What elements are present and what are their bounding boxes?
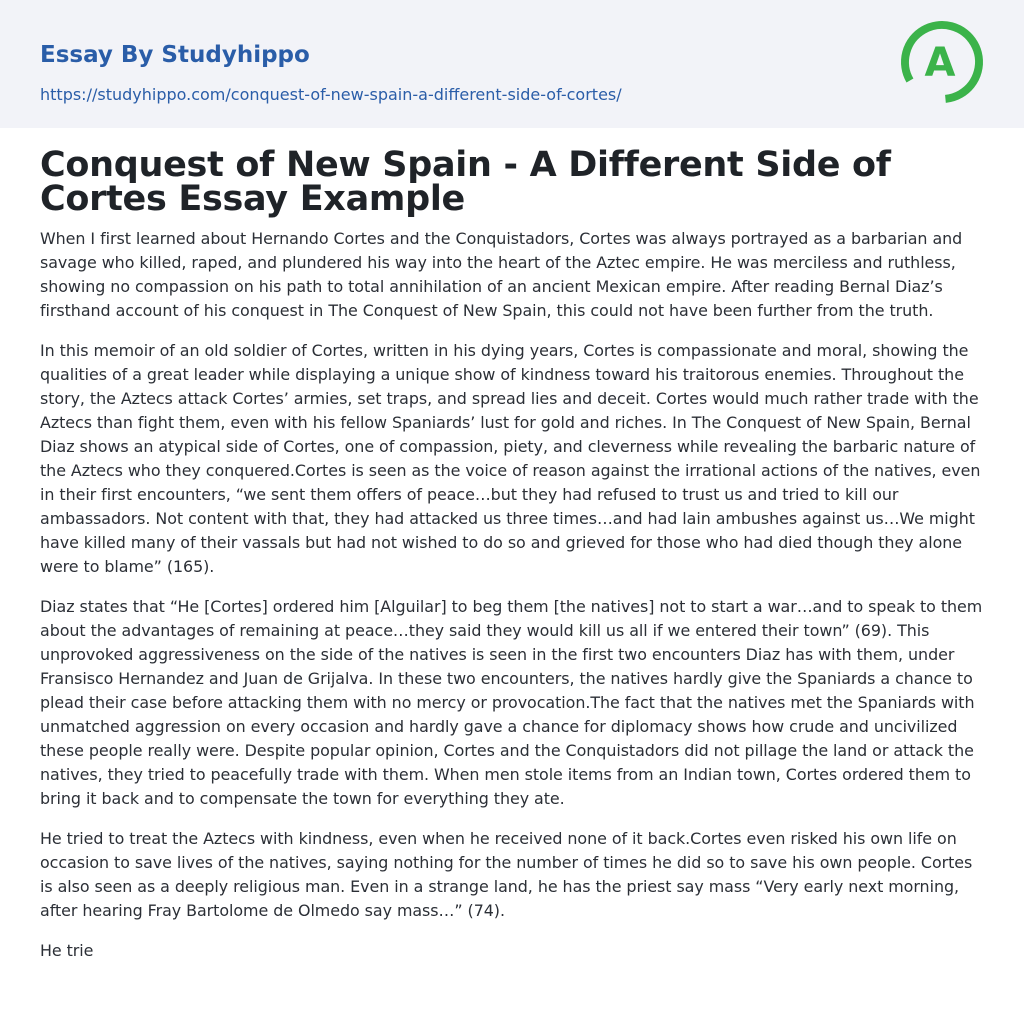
article-paragraph: Diaz states that “He [Cortes] ordered him [Alguilar] to beg them [the natives] not to start a war…and to speak to them about the advantages of remaining at peace…they said they would kill us all if we entered their town” (69). This unprovoked aggressiveness on the side of the natives is seen in the first two encounters Diaz has with them, under Fransisco Hernandez and Juan de Grijalva. In these two encounters, the natives hardly give the Spaniards a chance to plead their case before attacking them with no mercy or provocation.The fact that the natives met the Spaniards with unmatched aggression on every occasion and hardly gave a chance for diplomacy shows how crude and uncivilized these people really were. Despite popular opinion, Cortes and the Conquistadors did not pillage the land or attack the natives, they tried to peacefully trade with them. When men stole items from an Indian town, Cortes ordered them to bring it back and to compensate the town for everything they ate. bbox=[40, 597, 983, 808]
article-paragraph: He tried to treat the Aztecs with kindness, even when he received none of it back.Cortes even risked his own life on occasion to save lives of the natives, saying nothing for the number of times he did so to save his own people. Cortes is also seen as a deeply religious man. Even in a strange land, he has the priest say mass “Very early next morning, after hearing Fray Bartolome de Olmedo say mass…” (74). bbox=[40, 829, 973, 920]
logo-letter: A bbox=[924, 40, 956, 86]
article-title: Conquest of New Spain - A Different Side of Cortes Essay Example bbox=[40, 145, 891, 219]
article-paragraph: In this memoir of an old soldier of Cortes, written in his dying years, Cortes is compassionate and moral, showing the qualities of a great leader while displaying a unique show of kindness toward his traitorous enemies. Throughout the story, the Aztecs attack Cortes’ armies, set traps, and spread lies and deceit. Cortes would much rather trade with the Aztecs than fight them, even with his fellow Spaniards’ lust for gold and riches. In The Conquest of New Spain, Bernal Diaz shows an atypical side of Cortes, one of compassion, piety, and cleverness while revealing the barbaric nature of the Aztecs who they conquered.Cortes is seen as the voice of reason against the irrational actions of the natives, even in their first encounters, “we sent them offers of peace…but they had refused to trust us and tried to kill our ambassadors. Not content with that, they had attacked us three times…and had lain ambushes against us…We might have killed many of their vassals but had not wished to do so and grieved for those who had died though they alone were to blame” (165). bbox=[40, 341, 981, 576]
article-paragraph-truncated: He trie bbox=[40, 941, 94, 960]
brand-title[interactable]: Essay By Studyhippo bbox=[40, 42, 310, 68]
article bbox=[40, 145, 984, 979]
studyhippo-logo-icon[interactable] bbox=[898, 18, 986, 106]
source-url-link[interactable]: https://studyhippo.com/conquest-of-new-spain-a-different-side-of-cortes/ bbox=[40, 85, 622, 104]
site-header bbox=[0, 0, 1024, 128]
article-paragraph: When I first learned about Hernando Cortes and the Conquistadors, Cortes was always portrayed as a barbarian and savage who killed, raped, and plundered his way into the heart of the Aztec empire. He was merciless and ruthless, showing no compassion on his path to total annihilation of an ancient Mexican empire. After reading Bernal Diaz’s firsthand account of his conquest in The Conquest of New Spain, this could not have been further from the truth. bbox=[40, 229, 963, 320]
